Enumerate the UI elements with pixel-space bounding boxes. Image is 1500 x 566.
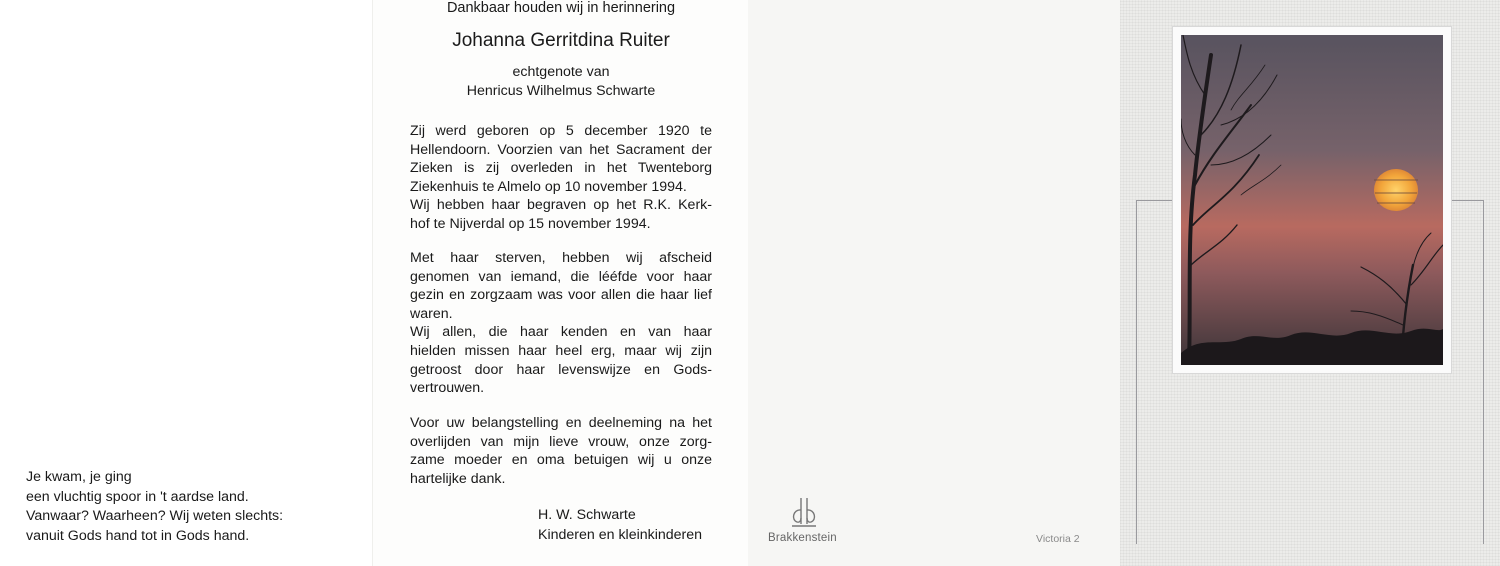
deceased-name: Johanna Gerritdina Ruiter	[452, 30, 670, 51]
signature-name: H. W. Schwarte	[538, 507, 636, 523]
poem-panel	[0, 0, 372, 566]
text-line: Wij hebben haar begraven op het R.K. Kerk-	[410, 197, 712, 214]
sunset-photo-icon	[1181, 35, 1443, 365]
text-line: getroost door haar levenswijze en Gods-	[410, 361, 712, 378]
text-line: hartelijke dank.	[410, 470, 506, 487]
publisher-name: Brakkenstein	[768, 532, 837, 544]
text-line: waren.	[410, 305, 453, 322]
remembrance-paragraph	[410, 249, 712, 398]
signature-family: Kinderen en kleinkinderen	[538, 527, 703, 543]
text-line: hof te Nijverdal op 15 november 1994.	[410, 215, 651, 232]
text-line: hielden missen haar heel erg, maar wij zijn	[410, 342, 712, 359]
text-line: genomen van iemand, die lééfde voor haar	[410, 268, 712, 285]
photo-mount	[1173, 27, 1451, 373]
text-line: vertrouwen.	[410, 380, 485, 397]
text-line: Ziekenhuis te Almelo op 10 november 1994.	[410, 178, 687, 195]
back-panel	[748, 0, 1120, 566]
thanks-paragraph	[410, 414, 712, 488]
brakkenstein-logo-icon	[784, 496, 824, 530]
text-line: Met haar sterven, hebben wij afscheid	[410, 250, 712, 266]
poem-line: Vanwaar? Waarheen? Wij weten slechts:	[26, 508, 284, 524]
text-line: Hellendoorn. Voorzien van het Sacrament der	[410, 141, 712, 158]
poem-line: Je kwam, je ging	[26, 469, 132, 485]
card-model: Victoria 2	[1036, 533, 1080, 545]
poem-line: een vluchtig spoor in 't aardse land.	[26, 488, 249, 505]
text-line: zame moeder en oma betuigen wij u onze	[410, 452, 712, 469]
poem	[26, 468, 283, 546]
text-line: Voor uw belangstelling en deelneming na het	[410, 415, 712, 431]
memorial-text-panel	[372, 0, 748, 566]
spouse-label: echtgenote van	[512, 64, 610, 80]
text-line: overlijden van mijn lieve vrouw, onze zorg-	[410, 433, 712, 450]
cover-panel	[1120, 0, 1500, 566]
intro-text: Dankbaar houden wij in herinnering	[446, 0, 676, 16]
text-line: Zieken is zij overleden in het Twenteborg	[410, 160, 712, 177]
spouse-name: Henricus Wilhelmus Schwarte	[466, 83, 656, 99]
text-line: gezin en zorgzaam was voor allen die haar lief	[410, 287, 712, 304]
text-line: Wij allen, die haar kenden en van haar	[410, 324, 712, 341]
text-line: Zij werd geboren op 5 december 1920 te	[410, 123, 712, 139]
biography-paragraph	[410, 122, 712, 234]
poem-line: vanuit Gods hand tot in Gods hand.	[26, 527, 250, 544]
